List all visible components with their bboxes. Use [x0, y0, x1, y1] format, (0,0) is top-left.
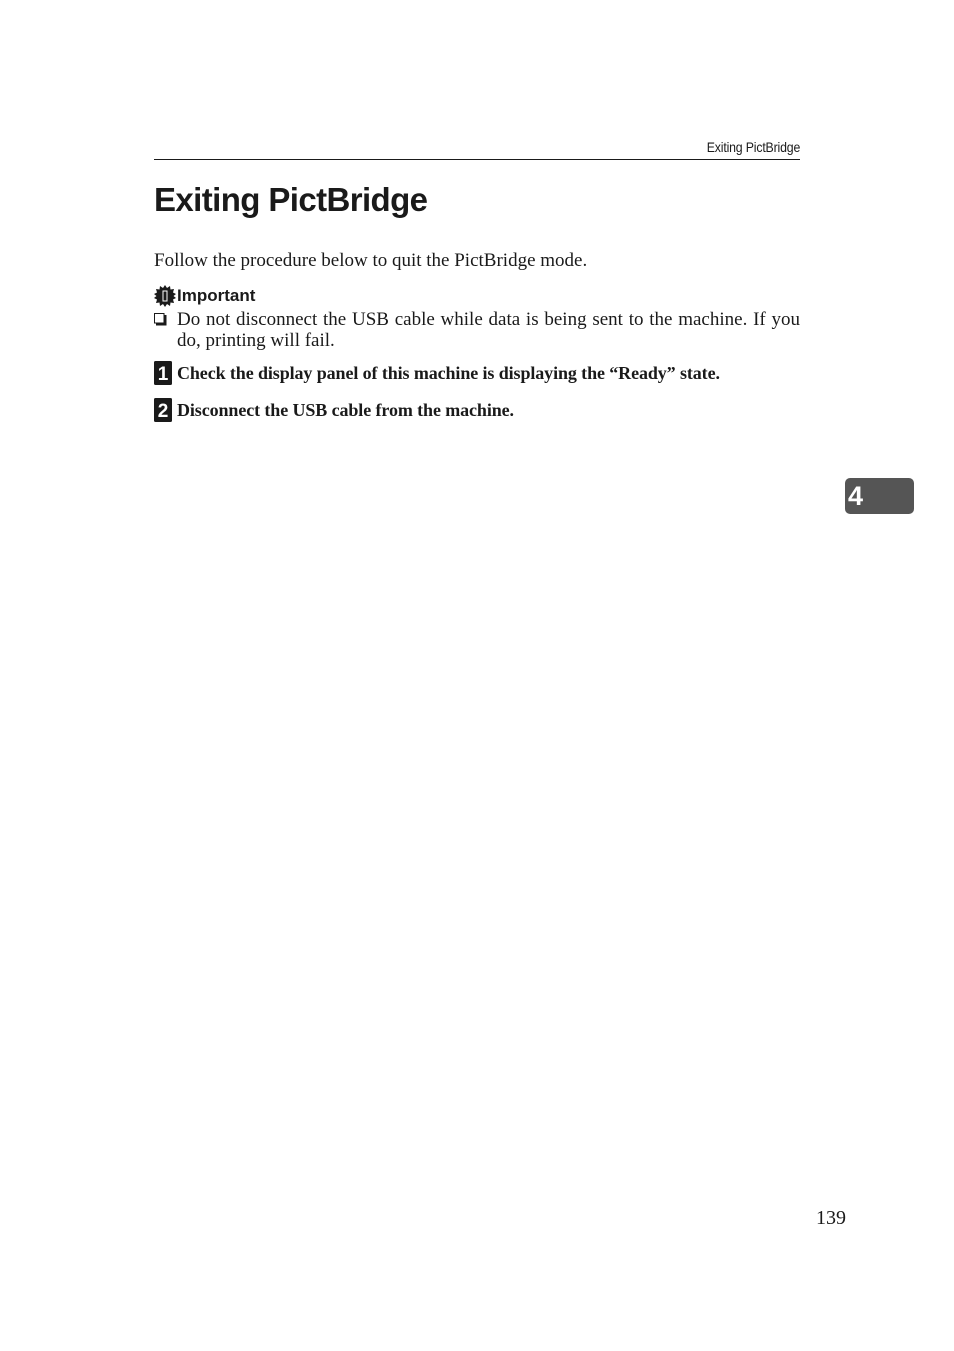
important-note-text: Do not disconnect the USB cable while data is being sent to the machine. If you do, printing will fail.: [177, 309, 800, 351]
intro-paragraph: Follow the procedure below to quit the PictBridge mode.: [154, 250, 588, 271]
running-header-text: Exiting PictBridge: [706, 139, 800, 155]
important-icon: [154, 285, 176, 307]
step-1-text: Check the display panel of this machine is displaying the “Ready” state.: [177, 363, 720, 383]
important-heading: [154, 284, 255, 308]
step-2: [154, 398, 514, 422]
step-1: [154, 361, 720, 385]
page-title: Exiting PictBridge: [154, 181, 428, 218]
step-number-1-icon: [154, 361, 172, 385]
checkbox-icon: [154, 313, 167, 326]
running-header: [154, 138, 800, 160]
svg-text:1: 1: [157, 364, 169, 385]
page-number: 139: [816, 1207, 846, 1229]
chapter-tab: 4: [845, 478, 914, 514]
svg-text:2: 2: [157, 401, 169, 422]
step-2-text: Disconnect the USB cable from the machine.: [177, 400, 514, 420]
important-label: Important: [177, 286, 256, 305]
important-note: [154, 309, 800, 351]
step-number-2-icon: [154, 398, 172, 422]
